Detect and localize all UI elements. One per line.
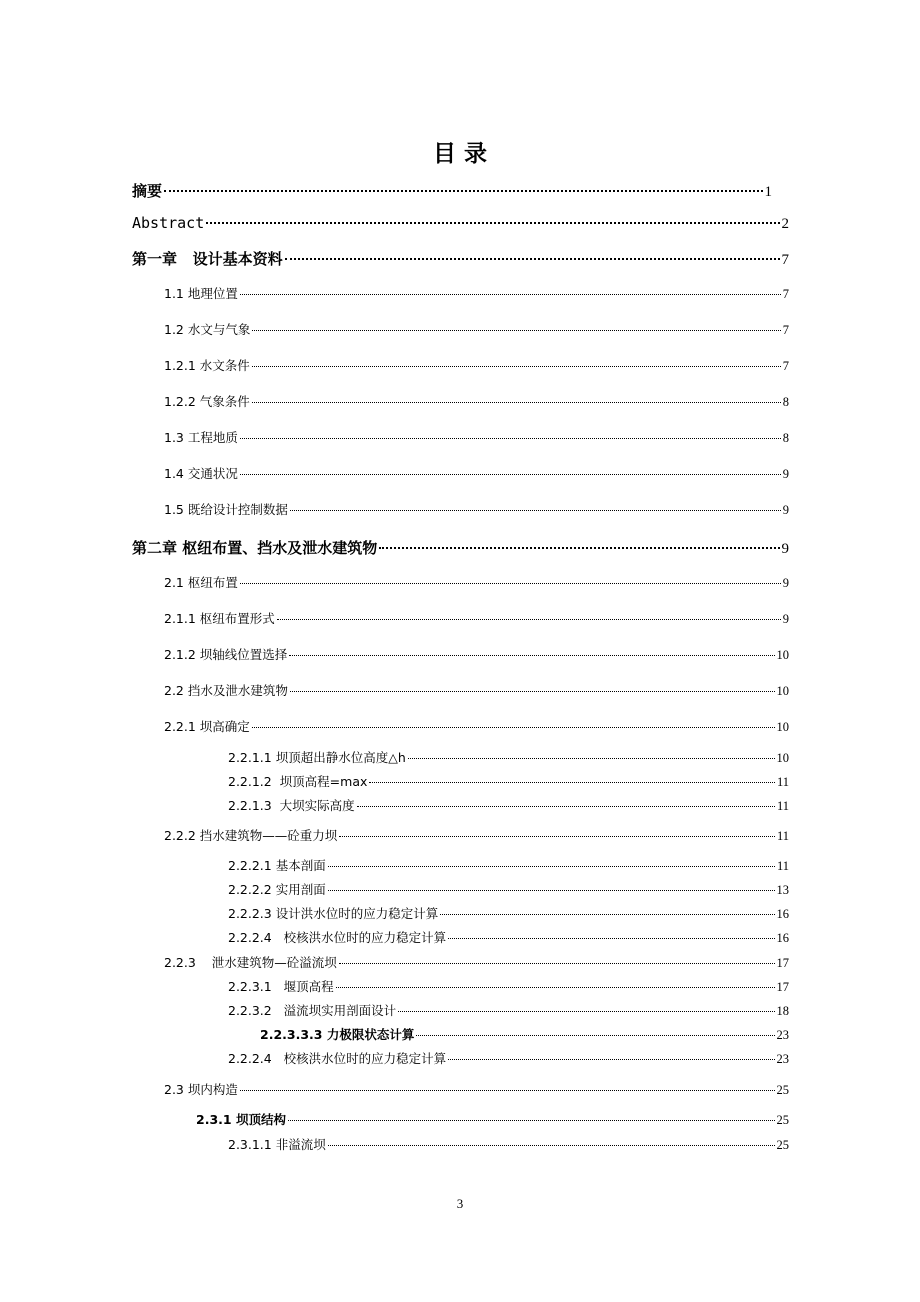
toc-entry-page: 17 xyxy=(776,980,789,994)
dot-leader xyxy=(398,1011,774,1012)
toc-entry-text: 2.2.2.4 校核洪水位时的应力稳定计算 xyxy=(228,1051,447,1066)
toc-entry-2-2-2-4[interactable] xyxy=(228,929,789,947)
dot-leader xyxy=(206,222,779,224)
toc-entry-text: 2.1.1 枢纽布置形式 xyxy=(164,611,275,626)
toc-entry-2-1[interactable] xyxy=(164,574,789,592)
toc-entry-text: 2.2.2 挡水建筑物——砼重力坝 xyxy=(164,828,338,843)
toc-entry-2-2-1-1[interactable] xyxy=(228,749,789,767)
toc-entry-text: 2.2 挡水及泄水建筑物 xyxy=(164,683,288,698)
toc-entry-2-2-2-2[interactable] xyxy=(228,881,789,899)
toc-entry-1-3[interactable] xyxy=(164,429,789,447)
toc-entry-text: 1.5 既给设计控制数据 xyxy=(164,502,288,517)
toc-entry-page: 23 xyxy=(776,1052,789,1066)
toc-entry-page: 18 xyxy=(776,1004,789,1018)
toc-entry-text: 1.2.1 水文条件 xyxy=(164,358,250,373)
page-number: 3 xyxy=(456,1196,464,1211)
toc-entry-page: 7 xyxy=(782,323,789,337)
dot-leader xyxy=(240,474,781,475)
toc-entry-text: 2.2.3.1 堰顶高程 xyxy=(228,979,334,994)
toc-entry-page: 9 xyxy=(782,576,789,590)
toc-entry-text: 2.2.3.3.3 力极限状态计算 xyxy=(260,1027,415,1042)
toc-entry-page: 16 xyxy=(776,931,789,945)
toc-entry-page: 11 xyxy=(776,775,789,789)
dot-leader xyxy=(240,438,781,439)
toc-entry-2-1-1[interactable] xyxy=(164,610,789,628)
toc-entry-text: 2.3.1 坝顶结构 xyxy=(196,1112,286,1127)
toc-entry-page: 2 xyxy=(781,216,789,232)
toc-entry-text: 2.2.2.3 设计洪水位时的应力稳定计算 xyxy=(228,906,439,921)
dot-leader xyxy=(252,727,775,728)
toc-entry-text: Abstract xyxy=(132,214,205,232)
toc-entry-page: 7 xyxy=(781,252,789,268)
dot-leader xyxy=(440,914,774,915)
dot-leader xyxy=(240,1090,775,1091)
toc-entry-chapter-1[interactable] xyxy=(132,248,789,270)
toc-entry-page: 7 xyxy=(782,359,789,373)
toc-entry-text: 2.3.1.1 非溢流坝 xyxy=(228,1137,326,1152)
toc-entry-page: 25 xyxy=(776,1138,789,1152)
toc-entry-page: 9 xyxy=(781,541,789,557)
toc-entry-chapter-2[interactable] xyxy=(132,537,789,559)
toc-entry-2-2-3-2[interactable] xyxy=(228,1002,789,1020)
dot-leader xyxy=(408,758,775,759)
dot-leader xyxy=(240,294,781,295)
toc-entry-page: 11 xyxy=(776,799,789,813)
toc-entry-text: 2.2.2.4 校核洪水位时的应力稳定计算 xyxy=(228,930,447,945)
toc-entry-page: 11 xyxy=(776,829,789,843)
toc-entry-text: 2.1 枢纽布置 xyxy=(164,575,238,590)
toc-entry-page: 11 xyxy=(776,859,789,873)
toc-entry-text: 2.2.1.3 大坝实际高度 xyxy=(228,798,355,813)
toc-entry-2-2-3-3-3[interactable] xyxy=(260,1026,789,1044)
toc-entry-page: 1 xyxy=(764,184,772,200)
toc-entry-page: 8 xyxy=(782,395,789,409)
toc-entry-2-3-1[interactable] xyxy=(196,1111,789,1129)
dot-leader xyxy=(448,1059,774,1060)
dot-leader xyxy=(240,583,781,584)
toc-entry-page: 25 xyxy=(776,1083,789,1097)
toc-entry-2-2-1-3[interactable] xyxy=(228,797,789,815)
dot-leader xyxy=(339,836,775,837)
toc-entry-2-2-2-4-b[interactable] xyxy=(228,1050,789,1068)
toc-entry-page: 9 xyxy=(782,467,789,481)
toc-entry-page: 17 xyxy=(776,956,789,970)
toc-entry-text: 第二章 枢纽布置、挡水及泄水建筑物 xyxy=(132,539,378,557)
toc-entry-text: 1.1 地理位置 xyxy=(164,286,238,301)
toc-entry-2-2-1[interactable] xyxy=(164,718,789,736)
toc-entry-page: 7 xyxy=(782,287,789,301)
toc-entry-text: 1.2 水文与气象 xyxy=(164,322,251,337)
toc-entry-page: 16 xyxy=(776,907,789,921)
toc-entry-text: 1.2.2 气象条件 xyxy=(164,394,250,409)
dot-leader xyxy=(164,190,762,192)
toc-entry-text: 1.3 工程地质 xyxy=(164,430,238,445)
dot-leader xyxy=(277,619,781,620)
toc-entry-page: 10 xyxy=(776,720,789,734)
toc-entry-text: 摘要 xyxy=(132,182,163,200)
toc-entry-abstract-cn[interactable] xyxy=(132,180,772,202)
dot-leader xyxy=(285,258,780,260)
dot-leader xyxy=(290,691,775,692)
toc-entry-page: 10 xyxy=(776,648,789,662)
toc-entry-2-2-3[interactable] xyxy=(164,954,789,972)
toc-entry-text: 2.2.1 坝高确定 xyxy=(164,719,250,734)
toc-entry-page: 9 xyxy=(782,612,789,626)
dot-leader xyxy=(328,866,775,867)
toc-entry-page: 10 xyxy=(776,684,789,698)
toc-entry-2-1-2[interactable] xyxy=(164,646,789,664)
toc-entry-1-2-2[interactable] xyxy=(164,393,789,411)
toc-entry-page: 13 xyxy=(776,883,789,897)
dot-leader xyxy=(448,938,774,939)
dot-leader xyxy=(328,890,775,891)
toc-entry-text: 2.2.2.2 实用剖面 xyxy=(228,882,326,897)
toc-entry-text: 1.4 交通状况 xyxy=(164,466,238,481)
toc-entry-2-3[interactable] xyxy=(164,1081,789,1099)
toc-entry-2-2-2[interactable] xyxy=(164,827,789,845)
dot-leader xyxy=(336,987,775,988)
toc-entry-2-2-2-1[interactable] xyxy=(228,857,789,875)
toc-entry-page: 25 xyxy=(776,1113,789,1127)
toc-entry-abstract-en[interactable] xyxy=(132,212,789,234)
toc-entry-1-2-1[interactable] xyxy=(164,357,789,375)
toc-entry-2-3-1-1[interactable] xyxy=(228,1136,789,1154)
dot-leader xyxy=(369,782,775,783)
dot-leader xyxy=(379,547,779,549)
toc-entry-page: 8 xyxy=(782,431,789,445)
dot-leader xyxy=(252,402,781,403)
toc-entry-1-5[interactable] xyxy=(164,501,789,519)
toc-entry-text: 2.2.3 泄水建筑物—砼溢流坝 xyxy=(164,955,337,970)
toc-entry-page: 10 xyxy=(776,751,789,765)
toc-entry-1-2[interactable] xyxy=(164,321,789,339)
dot-leader xyxy=(288,1120,775,1121)
dot-leader xyxy=(339,963,775,964)
dot-leader xyxy=(252,366,781,367)
toc-entry-2-2-3-1[interactable] xyxy=(228,978,789,996)
page-title: 目 录 xyxy=(432,141,487,167)
dot-leader xyxy=(252,330,780,331)
toc-entry-text: 2.3 坝内构造 xyxy=(164,1082,238,1097)
toc-entry-2-2-2-3[interactable] xyxy=(228,905,789,923)
toc-entry-text: 2.2.1.1 坝顶超出静水位高度△h xyxy=(228,750,406,765)
toc-entry-text: 2.1.2 坝轴线位置选择 xyxy=(164,647,288,662)
toc-entry-1-1[interactable] xyxy=(164,285,789,303)
dot-leader xyxy=(289,655,774,656)
dot-leader xyxy=(290,510,781,511)
dot-leader xyxy=(328,1145,775,1146)
toc-entry-page: 23 xyxy=(776,1028,789,1042)
toc-entry-page: 9 xyxy=(782,503,789,517)
toc-entry-text: 2.2.1.2 坝顶高程=max xyxy=(228,774,368,789)
dot-leader xyxy=(416,1035,774,1036)
toc-entry-text: 2.2.3.2 溢流坝实用剖面设计 xyxy=(228,1003,397,1018)
toc-entry-text: 2.2.2.1 基本剖面 xyxy=(228,858,326,873)
toc-entry-1-4[interactable] xyxy=(164,465,789,483)
toc-entry-text: 第一章 设计基本资料 xyxy=(132,250,283,268)
toc-entry-2-2[interactable] xyxy=(164,682,789,700)
dot-leader xyxy=(357,806,775,807)
toc-entry-2-2-1-2[interactable] xyxy=(228,773,789,791)
